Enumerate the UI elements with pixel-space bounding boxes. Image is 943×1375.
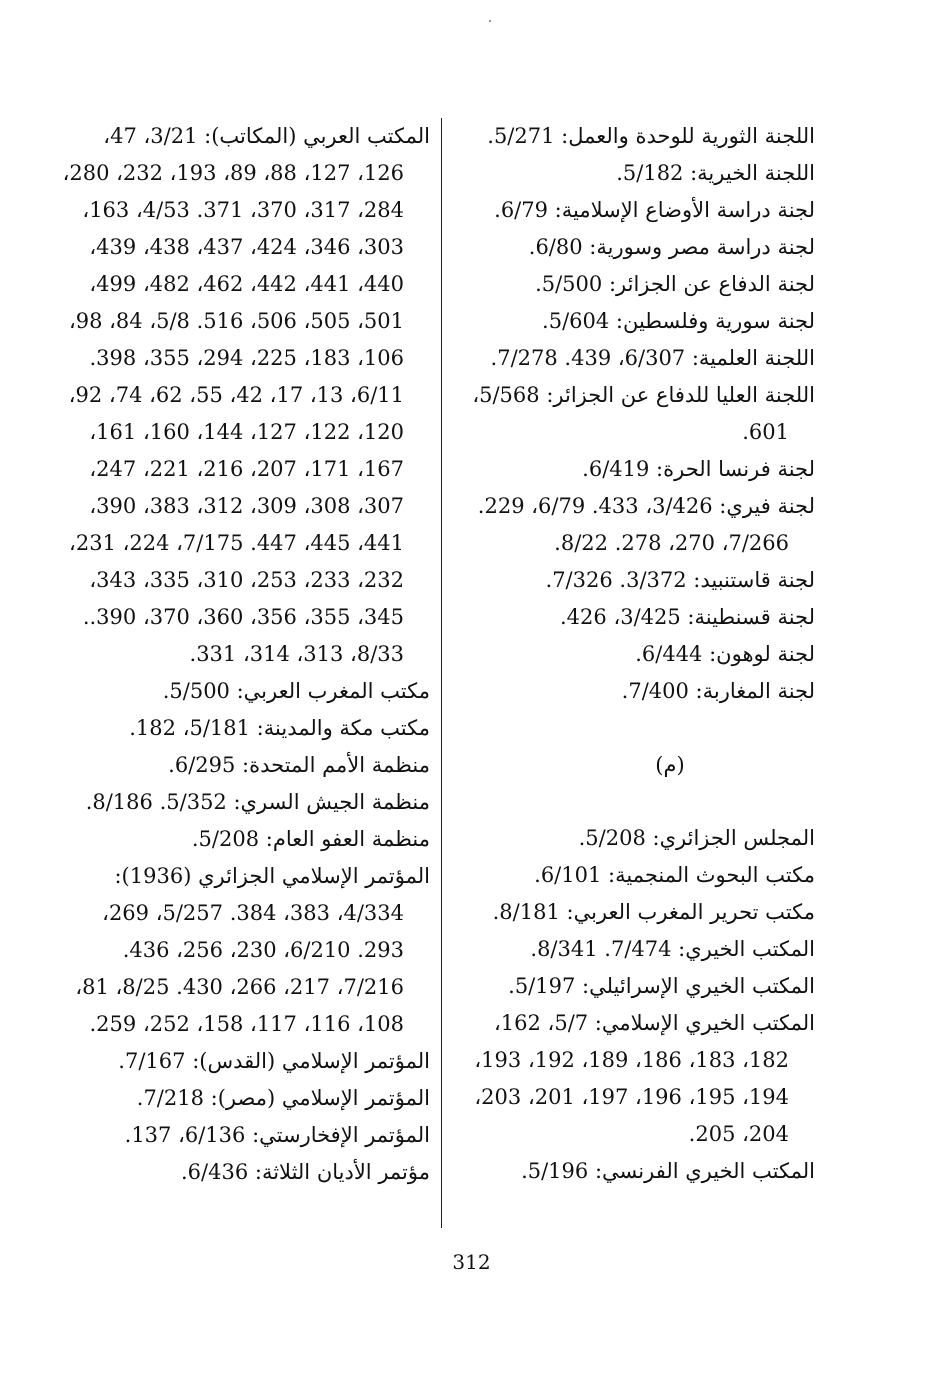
index-entry-continuation: 232، 233، 253، 310، 335، 343،: [89, 568, 404, 592]
index-entry-continuation: 6/11، 13، 17، 42، 55، 62، 74، 92،: [68, 383, 404, 407]
column-divider: [441, 118, 442, 1228]
index-entry: لجنة دراسة الأوضاع الإسلامية: 6/79.: [494, 198, 815, 222]
index-column-left: [62, 118, 430, 1191]
index-entry-continuation: 284، 317، 370، 371. 4/53، 163،: [82, 198, 404, 222]
index-entry: اللجنة العليا للدفاع عن الجزائر: 5/568،: [472, 383, 815, 407]
index-entry-continuation: 4/334، 383، 384. 5/257، 269،: [102, 901, 404, 925]
index-entry: اللجنة الخيرية: 5/182.: [616, 161, 815, 185]
index-entry-continuation: 126، 127، 88، 89، 193، 232، 280،: [62, 161, 404, 185]
index-entry: لجنة الدفاع عن الجزائر: 5/500.: [535, 272, 815, 296]
index-entry: اللجنة الثورية للوحدة والعمل: 5/271.: [487, 124, 815, 148]
index-entry-continuation: 293. 6/210، 230، 256، 436.: [122, 938, 404, 962]
index-entry-continuation: 345، 355، 356، 360، 370، 390..: [82, 605, 404, 629]
index-entry: المكتب العربي (المكاتب): 3/21، 47،: [103, 124, 430, 148]
index-entry: المؤتمر الإسلامي (القدس): 7/167.: [118, 1049, 430, 1073]
index-entry: المؤتمر الإفخارستي: 6/136، 137.: [124, 1123, 430, 1147]
index-entry-continuation: 167، 171، 207، 216، 221، 247،: [89, 457, 404, 481]
index-entry: المكتب الخيري الإسلامي: 5/7، 162،: [494, 1011, 815, 1035]
index-entry: لجنة فيري: 3/426، 433. 6/79، 229.: [477, 494, 815, 518]
index-entry-continuation: 303، 346، 424، 437، 438، 439،: [89, 235, 404, 259]
index-entry: لجنة فرنسا الحرة: 6/419.: [582, 457, 815, 481]
index-entry: المكتب الخيري الفرنسي: 5/196.: [521, 1159, 815, 1183]
index-entry-continuation: 440، 441، 442، 462، 482، 499،: [89, 272, 404, 296]
index-entry: مؤتمر الأديان الثلاثة: 6/436.: [180, 1160, 430, 1184]
index-entry: مكتب مكة والمدينة: 5/181، 182.: [129, 716, 430, 740]
index-entry: لجنة سورية وفلسطين: 5/604.: [542, 309, 815, 333]
index-entry: المؤتمر الإسلامي (مصر): 7/218.: [136, 1086, 430, 1110]
index-entry-continuation: 120، 122، 127، 144، 160، 161،: [89, 420, 404, 444]
index-entry: المكتب الخيري: 7/474. 8/341.: [530, 937, 815, 961]
index-entry-continuation: 441، 445، 447. 7/175، 224، 231،: [69, 531, 404, 555]
index-column-right: [465, 118, 815, 1190]
index-entry-continuation: 8/33، 313، 314، 331.: [189, 642, 404, 666]
index-entry: منظمة العفو العام: 5/208.: [191, 827, 430, 851]
index-entry: المكتب الخيري الإسرائيلي: 5/197.: [508, 974, 815, 998]
index-entry-continuation: 194، 195، 196، 197، 201، 203،: [474, 1085, 789, 1109]
index-entry: منظمة الجيش السري: 5/352. 8/186.: [85, 790, 430, 814]
index-entry-continuation: 7/216، 217، 266، 430. 8/25، 81،: [75, 975, 404, 999]
index-entry-continuation: 501، 505، 506، 516. 5/8، 84، 98،: [68, 309, 404, 333]
index-entry: مكتب تحرير المغرب العربي: 8/181.: [492, 900, 815, 924]
index-entry: لجنة المغاربة: 7/400.: [621, 679, 815, 703]
index-entry: اللجنة العلمية: 6/307، 439. 7/278.: [490, 346, 815, 370]
index-entry: المجلس الجزائري: 5/208.: [578, 826, 815, 850]
index-entry-continuation: 7/266، 270، 278. 8/22.: [554, 531, 789, 555]
index-entry: منظمة الأمم المتحدة: 6/295.: [168, 753, 430, 777]
index-entry: لجنة دراسة مصر وسورية: 6/80.: [528, 235, 815, 259]
index-entry: مكتب البحوث المنجمية: 6/101.: [534, 863, 815, 887]
index-entry-continuation: 182، 183، 186، 189، 192، 193،: [474, 1048, 789, 1072]
index-entry: لجنة قسنطينة: 3/425، 426.: [559, 605, 815, 629]
index-entry-continuation: 108، 116، 117، 158، 252، 259.: [89, 1012, 404, 1036]
index-entry: لجنة لوهون: 6/444.: [635, 642, 815, 666]
page-number: 312: [452, 1250, 491, 1274]
index-entry: المؤتمر الإسلامي الجزائري (1936):: [114, 864, 430, 888]
speck-mark: [489, 20, 491, 22]
index-entry-continuation: 106، 183، 225، 294، 355، 398.: [89, 346, 404, 370]
index-entry-continuation: 601.: [742, 420, 789, 444]
index-entry-continuation: 307، 308، 309، 312، 383، 390،: [89, 494, 404, 518]
index-entry: مكتب المغرب العربي: 5/500.: [162, 679, 430, 703]
index-entry: لجنة قاستنبيد: 3/372. 7/326.: [545, 568, 815, 592]
index-entry-continuation: 204، 205.: [688, 1122, 789, 1146]
section-letter-heading: (م): [655, 753, 685, 777]
